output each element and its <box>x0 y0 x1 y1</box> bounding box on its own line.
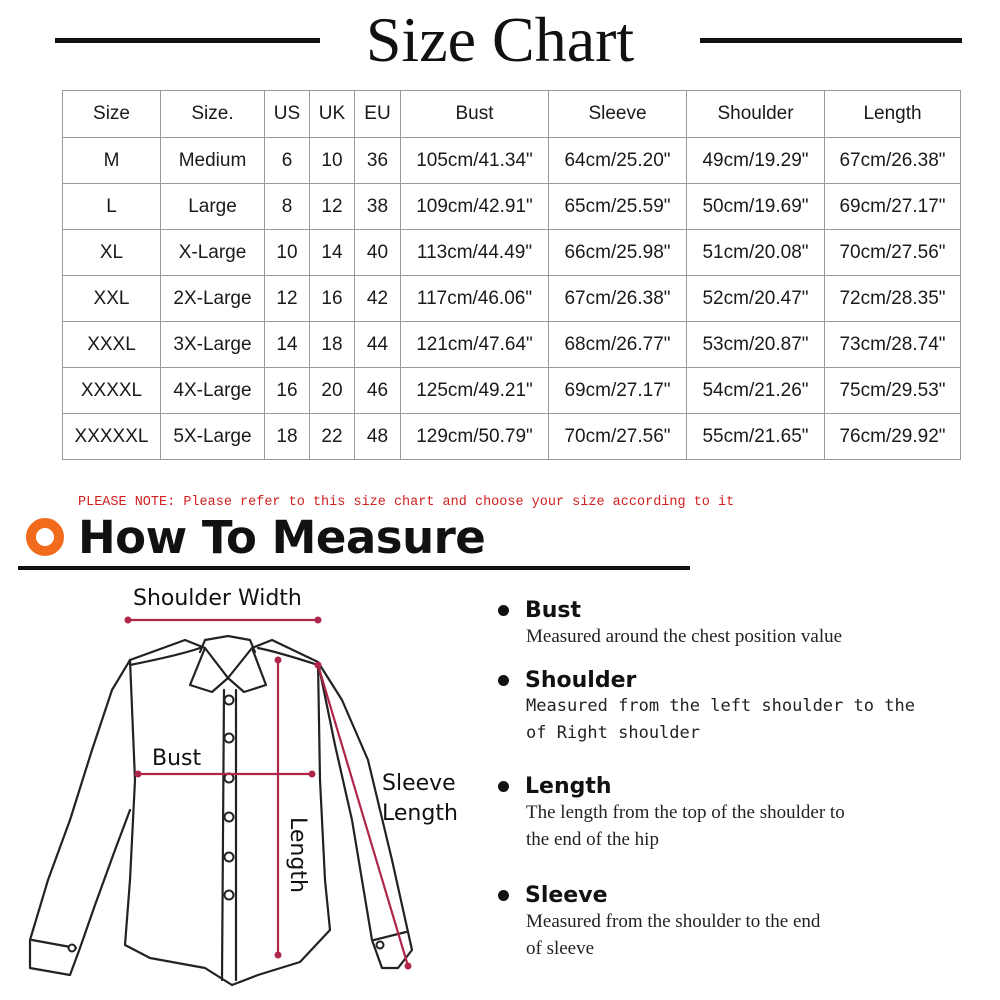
definition-text <box>526 693 968 747</box>
definition-sleeve <box>498 883 968 962</box>
table-cell: 70cm/27.56" <box>825 230 961 276</box>
column-header: Bust <box>401 91 549 138</box>
bullet-icon <box>498 675 509 686</box>
table-cell: 38 <box>355 184 401 230</box>
table-cell: 69cm/27.17" <box>549 368 687 414</box>
table-cell: XXXXXL <box>63 414 161 460</box>
table-cell: X-Large <box>161 230 265 276</box>
definition-title: Shoulder <box>525 668 637 693</box>
table-cell: 22 <box>310 414 355 460</box>
table-cell: XXL <box>63 276 161 322</box>
definition-text-line: Measured from the left shoulder to the <box>526 696 915 716</box>
column-header: Size. <box>161 91 265 138</box>
bullet-icon <box>498 605 509 616</box>
shirt-outline <box>30 636 412 985</box>
definition-bust <box>498 598 968 650</box>
shoulder-width-label: Shoulder Width <box>133 586 302 611</box>
table-cell: 46 <box>355 368 401 414</box>
table-cell: 6 <box>265 138 310 184</box>
table-cell: 18 <box>265 414 310 460</box>
table-cell: 51cm/20.08" <box>687 230 825 276</box>
size-chart-header <box>0 0 1000 82</box>
table-cell: 18 <box>310 322 355 368</box>
table-cell: 12 <box>265 276 310 322</box>
table-cell: 68cm/26.77" <box>549 322 687 368</box>
table-cell: 125cm/49.21" <box>401 368 549 414</box>
table-row <box>63 276 961 322</box>
table-cell: 67cm/26.38" <box>549 276 687 322</box>
definition-text-line: of sleeve <box>526 938 595 959</box>
table-cell: 14 <box>265 322 310 368</box>
sleeve-length-label <box>382 769 458 829</box>
table-cell: 73cm/28.74" <box>825 322 961 368</box>
table-cell: Medium <box>161 138 265 184</box>
table-cell: 69cm/27.17" <box>825 184 961 230</box>
table-cell: 67cm/26.38" <box>825 138 961 184</box>
definition-text <box>526 799 968 853</box>
column-header: Sleeve <box>549 91 687 138</box>
table-row <box>63 322 961 368</box>
table-cell: 76cm/29.92" <box>825 414 961 460</box>
definition-text: Measured around the chest position value <box>526 626 843 647</box>
table-cell: 70cm/27.56" <box>549 414 687 460</box>
column-header: Size <box>63 91 161 138</box>
column-header: US <box>265 91 310 138</box>
definition-length <box>498 774 968 853</box>
table-cell: 55cm/21.65" <box>687 414 825 460</box>
table-cell: 12 <box>310 184 355 230</box>
definition-text-line: the end of the hip <box>526 829 659 850</box>
bullet-icon <box>498 781 509 792</box>
column-header: Shoulder <box>687 91 825 138</box>
table-cell: 14 <box>310 230 355 276</box>
table-cell: 121cm/47.64" <box>401 322 549 368</box>
definition-text-line: of Right shoulder <box>526 723 700 743</box>
table-cell: 72cm/28.35" <box>825 276 961 322</box>
table-cell: 5X-Large <box>161 414 265 460</box>
table-cell: 64cm/25.20" <box>549 138 687 184</box>
shirt-buttons <box>69 696 384 952</box>
title-divider-right <box>700 38 962 43</box>
length-label: Length <box>285 817 310 893</box>
table-cell: 54cm/21.26" <box>687 368 825 414</box>
table-cell: 42 <box>355 276 401 322</box>
table-cell: 105cm/41.34" <box>401 138 549 184</box>
sleeve-label-line: Length <box>382 801 458 826</box>
definition-shoulder <box>498 668 968 747</box>
table-cell: 48 <box>355 414 401 460</box>
table-cell: 66cm/25.98" <box>549 230 687 276</box>
table-cell: 75cm/29.53" <box>825 368 961 414</box>
definition-text <box>526 908 968 962</box>
table-cell: 117cm/46.06" <box>401 276 549 322</box>
size-table <box>62 90 961 460</box>
definition-title: Sleeve <box>525 883 608 908</box>
table-cell: Large <box>161 184 265 230</box>
how-to-measure-title: How To Measure <box>78 511 486 564</box>
table-cell: 3X-Large <box>161 322 265 368</box>
table-cell: 20 <box>310 368 355 414</box>
table-cell: XXXL <box>63 322 161 368</box>
table-row <box>63 230 961 276</box>
section-divider <box>18 566 690 570</box>
table-cell: 53cm/20.87" <box>687 322 825 368</box>
table-cell: 49cm/19.29" <box>687 138 825 184</box>
table-cell: 8 <box>265 184 310 230</box>
table-cell: 50cm/19.69" <box>687 184 825 230</box>
table-cell: 44 <box>355 322 401 368</box>
sleeve-label-line: Sleeve <box>382 771 456 796</box>
bullet-icon <box>498 890 509 901</box>
table-cell: 16 <box>265 368 310 414</box>
definition-title: Length <box>525 774 612 799</box>
table-cell: 129cm/50.79" <box>401 414 549 460</box>
table-cell: XXXXL <box>63 368 161 414</box>
orange-ring-icon <box>24 516 66 558</box>
definition-text-line: Measured from the shoulder to the end <box>526 911 821 932</box>
table-cell: 2X-Large <box>161 276 265 322</box>
table-cell: 113cm/44.49" <box>401 230 549 276</box>
definition-title: Bust <box>525 598 582 623</box>
column-header: Length <box>825 91 961 138</box>
table-cell: 4X-Large <box>161 368 265 414</box>
table-cell: 40 <box>355 230 401 276</box>
table-cell: 109cm/42.91" <box>401 184 549 230</box>
table-cell: 10 <box>310 138 355 184</box>
column-header: UK <box>310 91 355 138</box>
table-cell: L <box>63 184 161 230</box>
bust-label: Bust <box>152 746 202 771</box>
table-cell: XL <box>63 230 161 276</box>
table-cell: 16 <box>310 276 355 322</box>
definition-text-line: The length from the top of the shoulder to <box>526 802 845 823</box>
table-row <box>63 414 961 460</box>
table-row <box>63 138 961 184</box>
table-cell: 52cm/20.47" <box>687 276 825 322</box>
table-header-row <box>63 91 961 138</box>
table-cell: M <box>63 138 161 184</box>
table-row <box>63 184 961 230</box>
table-cell: 10 <box>265 230 310 276</box>
table-cell: 65cm/25.59" <box>549 184 687 230</box>
page-title: Size Chart <box>365 4 635 75</box>
column-header: EU <box>355 91 401 138</box>
size-note: PLEASE NOTE: Please refer to this size chart and choose your size according to it <box>78 495 735 510</box>
table-row <box>63 368 961 414</box>
table-cell: 36 <box>355 138 401 184</box>
